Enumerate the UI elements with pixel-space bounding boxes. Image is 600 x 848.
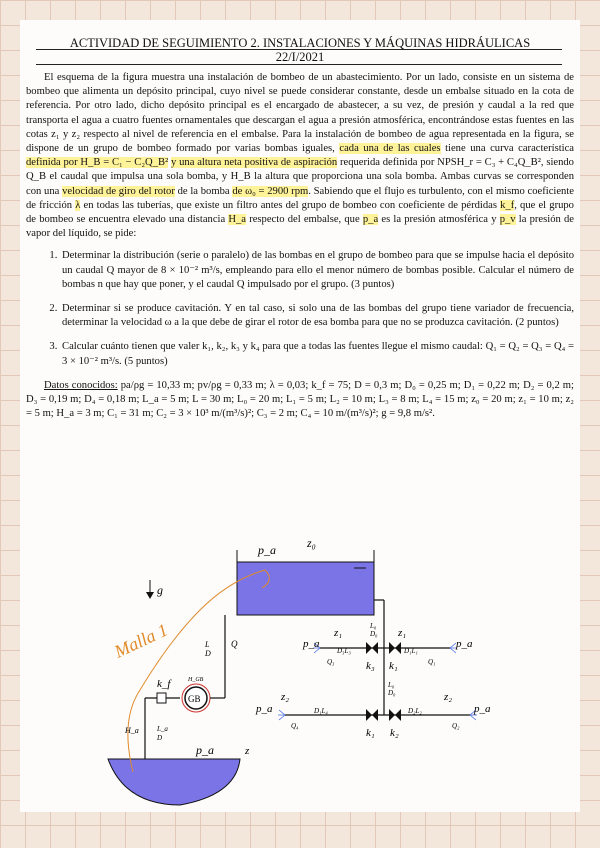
document-title: ACTIVIDAD DE SEGUIMIENTO 2. INSTALACIONES Y MÁQUINAS HIDRÁULICAS [69,36,531,50]
label-pa-right2: p_a [474,703,491,715]
label-D4L4: D₁L₄ [314,707,328,715]
label-z-axis: z [245,745,250,757]
main-tank [237,562,374,615]
filter-symbol [157,693,166,703]
label-Q: Q [231,639,238,649]
label-pa-left2: p_a [256,703,273,715]
label-La: L_a [157,725,168,733]
document-body [26,71,574,421]
label-g: g⃗ [157,583,173,597]
label-D1L1: D₁L₁ [404,647,418,655]
label-pa-left1: p_a [303,638,320,650]
label-kf: k_f [157,678,171,690]
label-z1-left: z₁ [334,627,343,639]
label-D: D [205,649,211,658]
label-z1-right: z₁ [398,627,407,639]
label-L: L [205,640,210,649]
label-Q3: Q₃ [327,658,335,666]
label-D0b: D₀ [388,689,396,697]
handwritten-label: Malla 1 [111,619,171,662]
label-D3L3: D₃L₃ [337,647,351,655]
title-rule-bottom [36,64,562,65]
label-D2L2: D₂L₂ [408,707,422,715]
label-Q4: Q₄ [291,722,299,730]
label-L0: L₀ [370,622,377,630]
label-GB: GB [188,694,201,704]
question-2: 2. Determinar si se produce cavitación. Y en tal caso, si solo una de las bombas del grupo tiene variador de frecuencia, determinar la velocidad ω a la que debe de girar el rotor de esa bomba para que no se produzca cavitación. (2 puntos) [60,302,574,330]
label-L0b: L₀ [388,681,395,689]
valve-k2 [389,709,401,721]
reservoir-water [108,759,240,805]
valve-k3 [366,642,378,654]
label-z0: z₀ [307,536,316,550]
question-3: 3. Calcular cuánto tienen que valer k₁, k₂, k₃ y k₄ para que a todas las fuentes llegue el mismo caudal: Q₁ = Q₂ = Q₃ = Q₄ = 3 × 10⁻² m³/s. (5 puntos) [60,340,574,368]
document-date: 22/I/2021 [275,50,325,64]
label-D0: D₀ [370,630,378,638]
valve-k1-top [389,642,401,654]
label-Q1: Q₁ [428,658,436,666]
label-k4: k₁ [366,727,375,739]
label-pa-tank: p_a [258,543,276,557]
label-Q2: Q₂ [452,722,460,730]
known-data: Datos conocidos: pa/ρg = 10,33 m; pv/ρg = 0,33 m; λ = 0,03; k_f = 75; D = 0,3 m; D₀ = 0,25 m; D₁ = 0,22 m; D₂ = 0,2 m; D₃ = 0,19 m; D₄ = 0,18 m; L_a = 5 m; L = 30 m; L₀ = 20 m; L₁ = 5 m; L₂ = 10 m; L₃ = 8 m; L₄ = 15 m; z₀ = 20 m; z₁ = 10 m; z₂ = 5 m; H_a = 3 m; C₁ = 31 m; C₂ = 3 × 10³ m/(m³/s)²; C₃ = 2 m; C₄ = 10 m/(m³/s)²; g = 9,8 m/s². [26,379,574,420]
label-Hgb: H_GB [188,677,204,683]
question-1: 1. Determinar la distribución (serie o paralelo) de las bombas en el grupo de bombeo para que se impulse hacia el depósito un caudal Q mayor de 8 × 10⁻² m³/s, empleando para ello el menor número de bombas posible. Calcular el número de bombas n que hay que poner, y el caudal Q impulsado por el grupo. (3 puntos) [60,249,574,292]
installation-diagram [0,530,600,812]
label-Ha: H_a [125,726,139,735]
label-pa-reservoir: p_a [196,743,214,757]
question-list [26,249,574,368]
intro-paragraph: El esquema de la figura muestra una instalación de bombeo de un abastecimiento. Por un lado, consiste en un sistema de bombeo que alimenta un depósito principal, cuyo nivel se puede considerar constante, desde un embalse situado en la cota de referencia. Por otro lado, dicho depósito principal es el encargado de abastecer, a su vez, de presión y caudal a la red que transporta el agua a cuatro fuentes ornamentales que descargan el agua a presión atmosférica, encontrándose estas fuentes en las cotas z₁ y z₂ respecto al nivel de referencia en el embalse. Para la instalación de bombeo de agua representada en la figura, se dispone de un grupo de bombeo formado por varias bombas iguales, cada una de las cuales tiene una curva característica definida por H_B = C₁ − C₂Q_B² y una altura neta positiva de aspiración requerida definida por NPSH_r = C₃ + C₄Q_B², siendo Q_B el caudal que impulsa una sola bomba, y H_B la altura que proporciona una sola bomba. Ambas curvas se corresponden con una velocidad de giro del rotor de la bomba de ω₀ = 2900 rpm. Sabiendo que el flujo es turbulento, con el mismo coeficiente de fricción λ en todas las tuberías, que existe un filtro antes del grupo de bombeo con coeficiente de pérdidas k_f, que el grupo de bombeo se encuentra elevado una distancia H_a respecto del embalse, que p_a es la presión atmosférica y p_v la presión de vapor del líquido, se pide: [26,72,575,240]
valve-k4 [366,709,378,721]
label-k1-top: k₁ [389,660,398,672]
label-k3: k₃ [366,660,375,672]
label-z2-right: z₂ [444,691,453,703]
label-D-suction: D [157,734,163,742]
label-z2-left: z₂ [281,691,290,703]
label-k2: k₂ [390,727,399,739]
label-pa-right1: p_a [456,638,473,650]
